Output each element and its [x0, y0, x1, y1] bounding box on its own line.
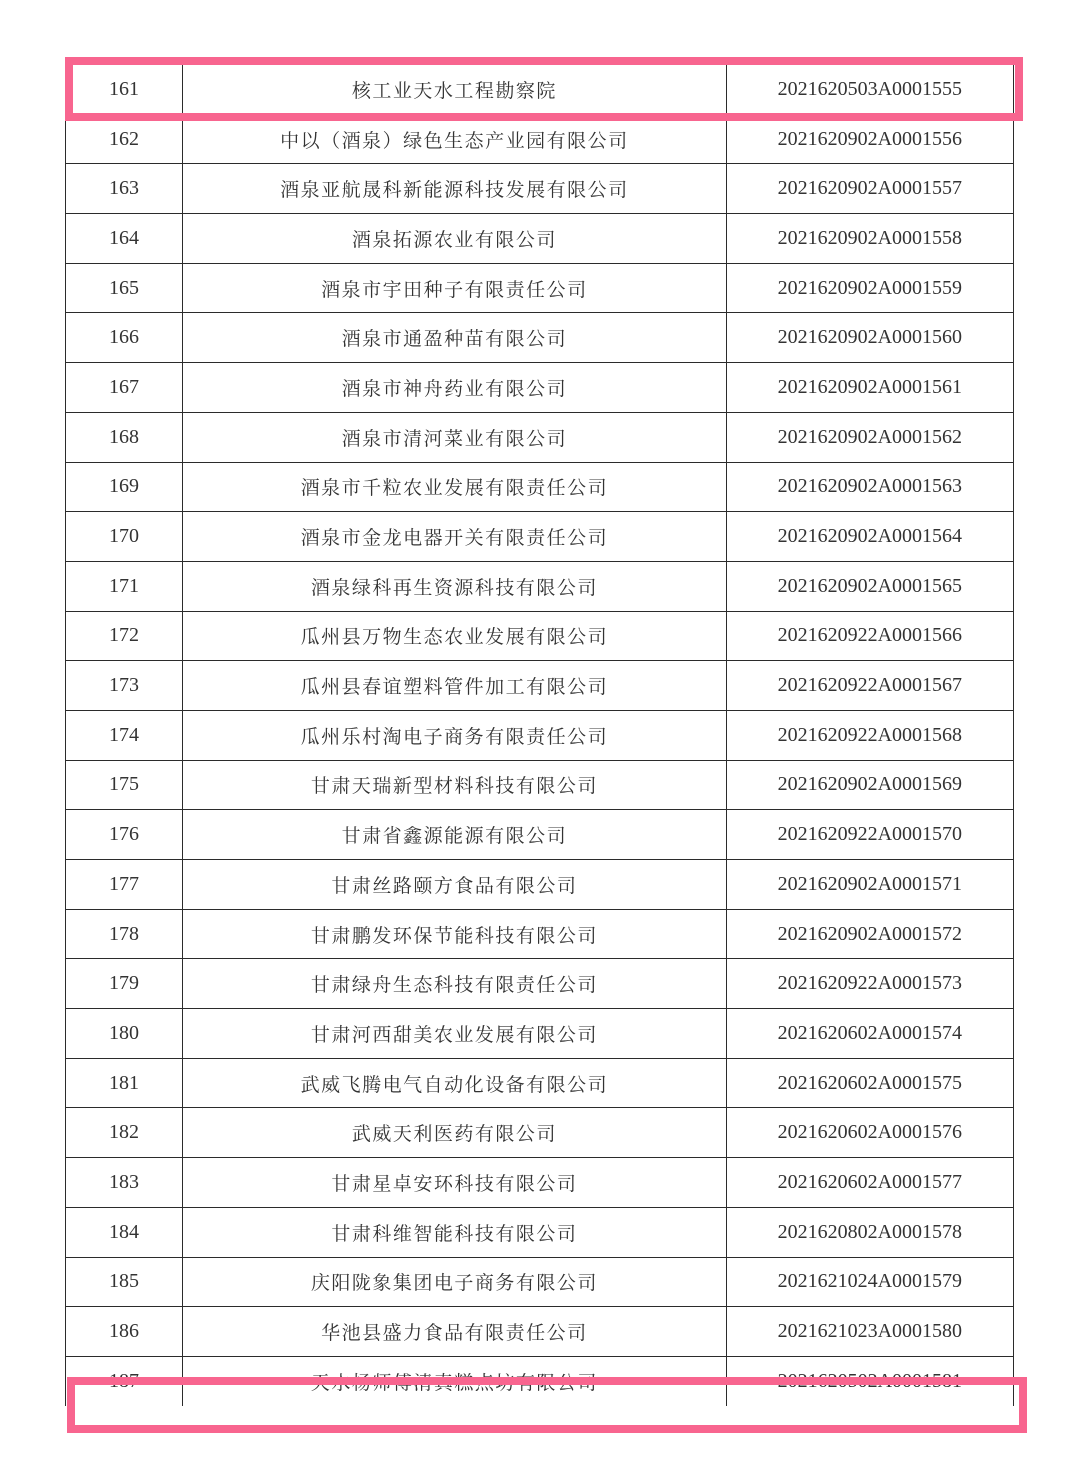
registration-code: 2021620922A0001568: [726, 710, 1013, 760]
registration-code: 2021620602A0001576: [726, 1108, 1013, 1158]
row-number: 171: [66, 561, 183, 611]
company-name: 瓜州县万物生态农业发展有限公司: [183, 611, 727, 661]
company-name: 核工业天水工程勘察院: [183, 65, 727, 114]
registration-code: 2021620922A0001573: [726, 959, 1013, 1009]
row-number: 166: [66, 313, 183, 363]
registration-code: 2021620922A0001566: [726, 611, 1013, 661]
registration-code: 2021620902A0001564: [726, 512, 1013, 562]
row-number: 162: [66, 114, 183, 164]
table-row: [66, 263, 1014, 313]
registration-code: 2021620602A0001575: [726, 1058, 1013, 1108]
table-row: [66, 1058, 1014, 1108]
table-row: [66, 1108, 1014, 1158]
row-number: 161: [66, 65, 183, 114]
table-row: [66, 810, 1014, 860]
row-number: 175: [66, 760, 183, 810]
table-row: [66, 65, 1014, 114]
registration-code: 2021620902A0001569: [726, 760, 1013, 810]
company-name: 酒泉市神舟药业有限公司: [183, 363, 727, 413]
company-name: 华池县盛力食品有限责任公司: [183, 1307, 727, 1357]
company-name: 武威天利医药有限公司: [183, 1108, 727, 1158]
table-row: [66, 710, 1014, 760]
registration-code: 2021621024A0001579: [726, 1257, 1013, 1307]
registration-code: 2021620922A0001570: [726, 810, 1013, 860]
row-number: 174: [66, 710, 183, 760]
row-number: 168: [66, 412, 183, 462]
registration-code: 2021620902A0001557: [726, 164, 1013, 214]
company-name: 甘肃丝路颐方食品有限公司: [183, 860, 727, 910]
company-name: 酒泉绿科再生资源科技有限公司: [183, 561, 727, 611]
row-number: 172: [66, 611, 183, 661]
registration-code: 2021620902A0001571: [726, 860, 1013, 910]
row-number: 169: [66, 462, 183, 512]
registration-code: 2021620902A0001556: [726, 114, 1013, 164]
company-name: 酒泉市千粒农业发展有限责任公司: [183, 462, 727, 512]
registration-code: 2021620902A0001562: [726, 412, 1013, 462]
company-name: 酒泉市通盈种苗有限公司: [183, 313, 727, 363]
company-name: 武威飞腾电气自动化设备有限公司: [183, 1058, 727, 1108]
table-row: [66, 363, 1014, 413]
company-name: 庆阳陇象集团电子商务有限公司: [183, 1257, 727, 1307]
company-name: 酒泉亚航晟科新能源科技发展有限公司: [183, 164, 727, 214]
table-row: [66, 760, 1014, 810]
table-row: [66, 512, 1014, 562]
company-name: 甘肃省鑫源能源有限公司: [183, 810, 727, 860]
registration-code: 2021620902A0001572: [726, 909, 1013, 959]
table-row: [66, 860, 1014, 910]
row-number: 180: [66, 1009, 183, 1059]
row-number: 182: [66, 1108, 183, 1158]
row-number: 184: [66, 1207, 183, 1257]
registration-code: 2021620922A0001567: [726, 661, 1013, 711]
table-row: [66, 909, 1014, 959]
registration-code: 2021620602A0001574: [726, 1009, 1013, 1059]
company-name: 甘肃星卓安环科技有限公司: [183, 1158, 727, 1208]
company-name: 甘肃绿舟生态科技有限责任公司: [183, 959, 727, 1009]
row-number: 185: [66, 1257, 183, 1307]
table-row: [66, 1356, 1014, 1405]
row-number: 187: [66, 1356, 183, 1405]
table-row: [66, 412, 1014, 462]
table-row: [66, 462, 1014, 512]
registration-code: 2021620902A0001560: [726, 313, 1013, 363]
row-number: 178: [66, 909, 183, 959]
table-row: [66, 661, 1014, 711]
registration-code: 2021620502A0001581: [726, 1356, 1013, 1405]
company-name: 天水杨师傅清真糕点坊有限公司: [183, 1356, 727, 1405]
company-name: 酒泉市宇田种子有限责任公司: [183, 263, 727, 313]
row-number: 167: [66, 363, 183, 413]
table-row: [66, 1257, 1014, 1307]
row-number: 170: [66, 512, 183, 562]
table-row: [66, 959, 1014, 1009]
table-row: [66, 164, 1014, 214]
table-row: [66, 611, 1014, 661]
company-name: 甘肃天瑞新型材料科技有限公司: [183, 760, 727, 810]
company-name: 甘肃鹏发环保节能科技有限公司: [183, 909, 727, 959]
registration-code: 2021620902A0001563: [726, 462, 1013, 512]
registration-code: 2021620602A0001577: [726, 1158, 1013, 1208]
company-name: 瓜州乐村淘电子商务有限责任公司: [183, 710, 727, 760]
table-row: [66, 1207, 1014, 1257]
row-number: 186: [66, 1307, 183, 1357]
company-name: 甘肃河西甜美农业发展有限公司: [183, 1009, 727, 1059]
registration-code: 2021620503A0001555: [726, 65, 1013, 114]
row-number: 177: [66, 860, 183, 910]
row-number: 164: [66, 214, 183, 264]
company-name: 酒泉拓源农业有限公司: [183, 214, 727, 264]
registration-code: 2021620902A0001565: [726, 561, 1013, 611]
table-row: [66, 1307, 1014, 1357]
company-table: [65, 65, 1014, 1406]
table-row: [66, 1009, 1014, 1059]
row-number: 179: [66, 959, 183, 1009]
company-name: 酒泉市清河菜业有限公司: [183, 412, 727, 462]
company-name: 甘肃科维智能科技有限公司: [183, 1207, 727, 1257]
registration-code: 2021620902A0001558: [726, 214, 1013, 264]
table-row: [66, 1158, 1014, 1208]
registration-code: 2021621023A0001580: [726, 1307, 1013, 1357]
row-number: 176: [66, 810, 183, 860]
company-name: 酒泉市金龙电器开关有限责任公司: [183, 512, 727, 562]
table-row: [66, 114, 1014, 164]
company-name: 中以（酒泉）绿色生态产业园有限公司: [183, 114, 727, 164]
registration-code: 2021620802A0001578: [726, 1207, 1013, 1257]
row-number: 181: [66, 1058, 183, 1108]
row-number: 173: [66, 661, 183, 711]
row-number: 183: [66, 1158, 183, 1208]
registration-code: 2021620902A0001561: [726, 363, 1013, 413]
table-row: [66, 313, 1014, 363]
table-row: [66, 561, 1014, 611]
row-number: 165: [66, 263, 183, 313]
row-number: 163: [66, 164, 183, 214]
company-name: 瓜州县春谊塑料管件加工有限公司: [183, 661, 727, 711]
table-row: [66, 214, 1014, 264]
registration-code: 2021620902A0001559: [726, 263, 1013, 313]
